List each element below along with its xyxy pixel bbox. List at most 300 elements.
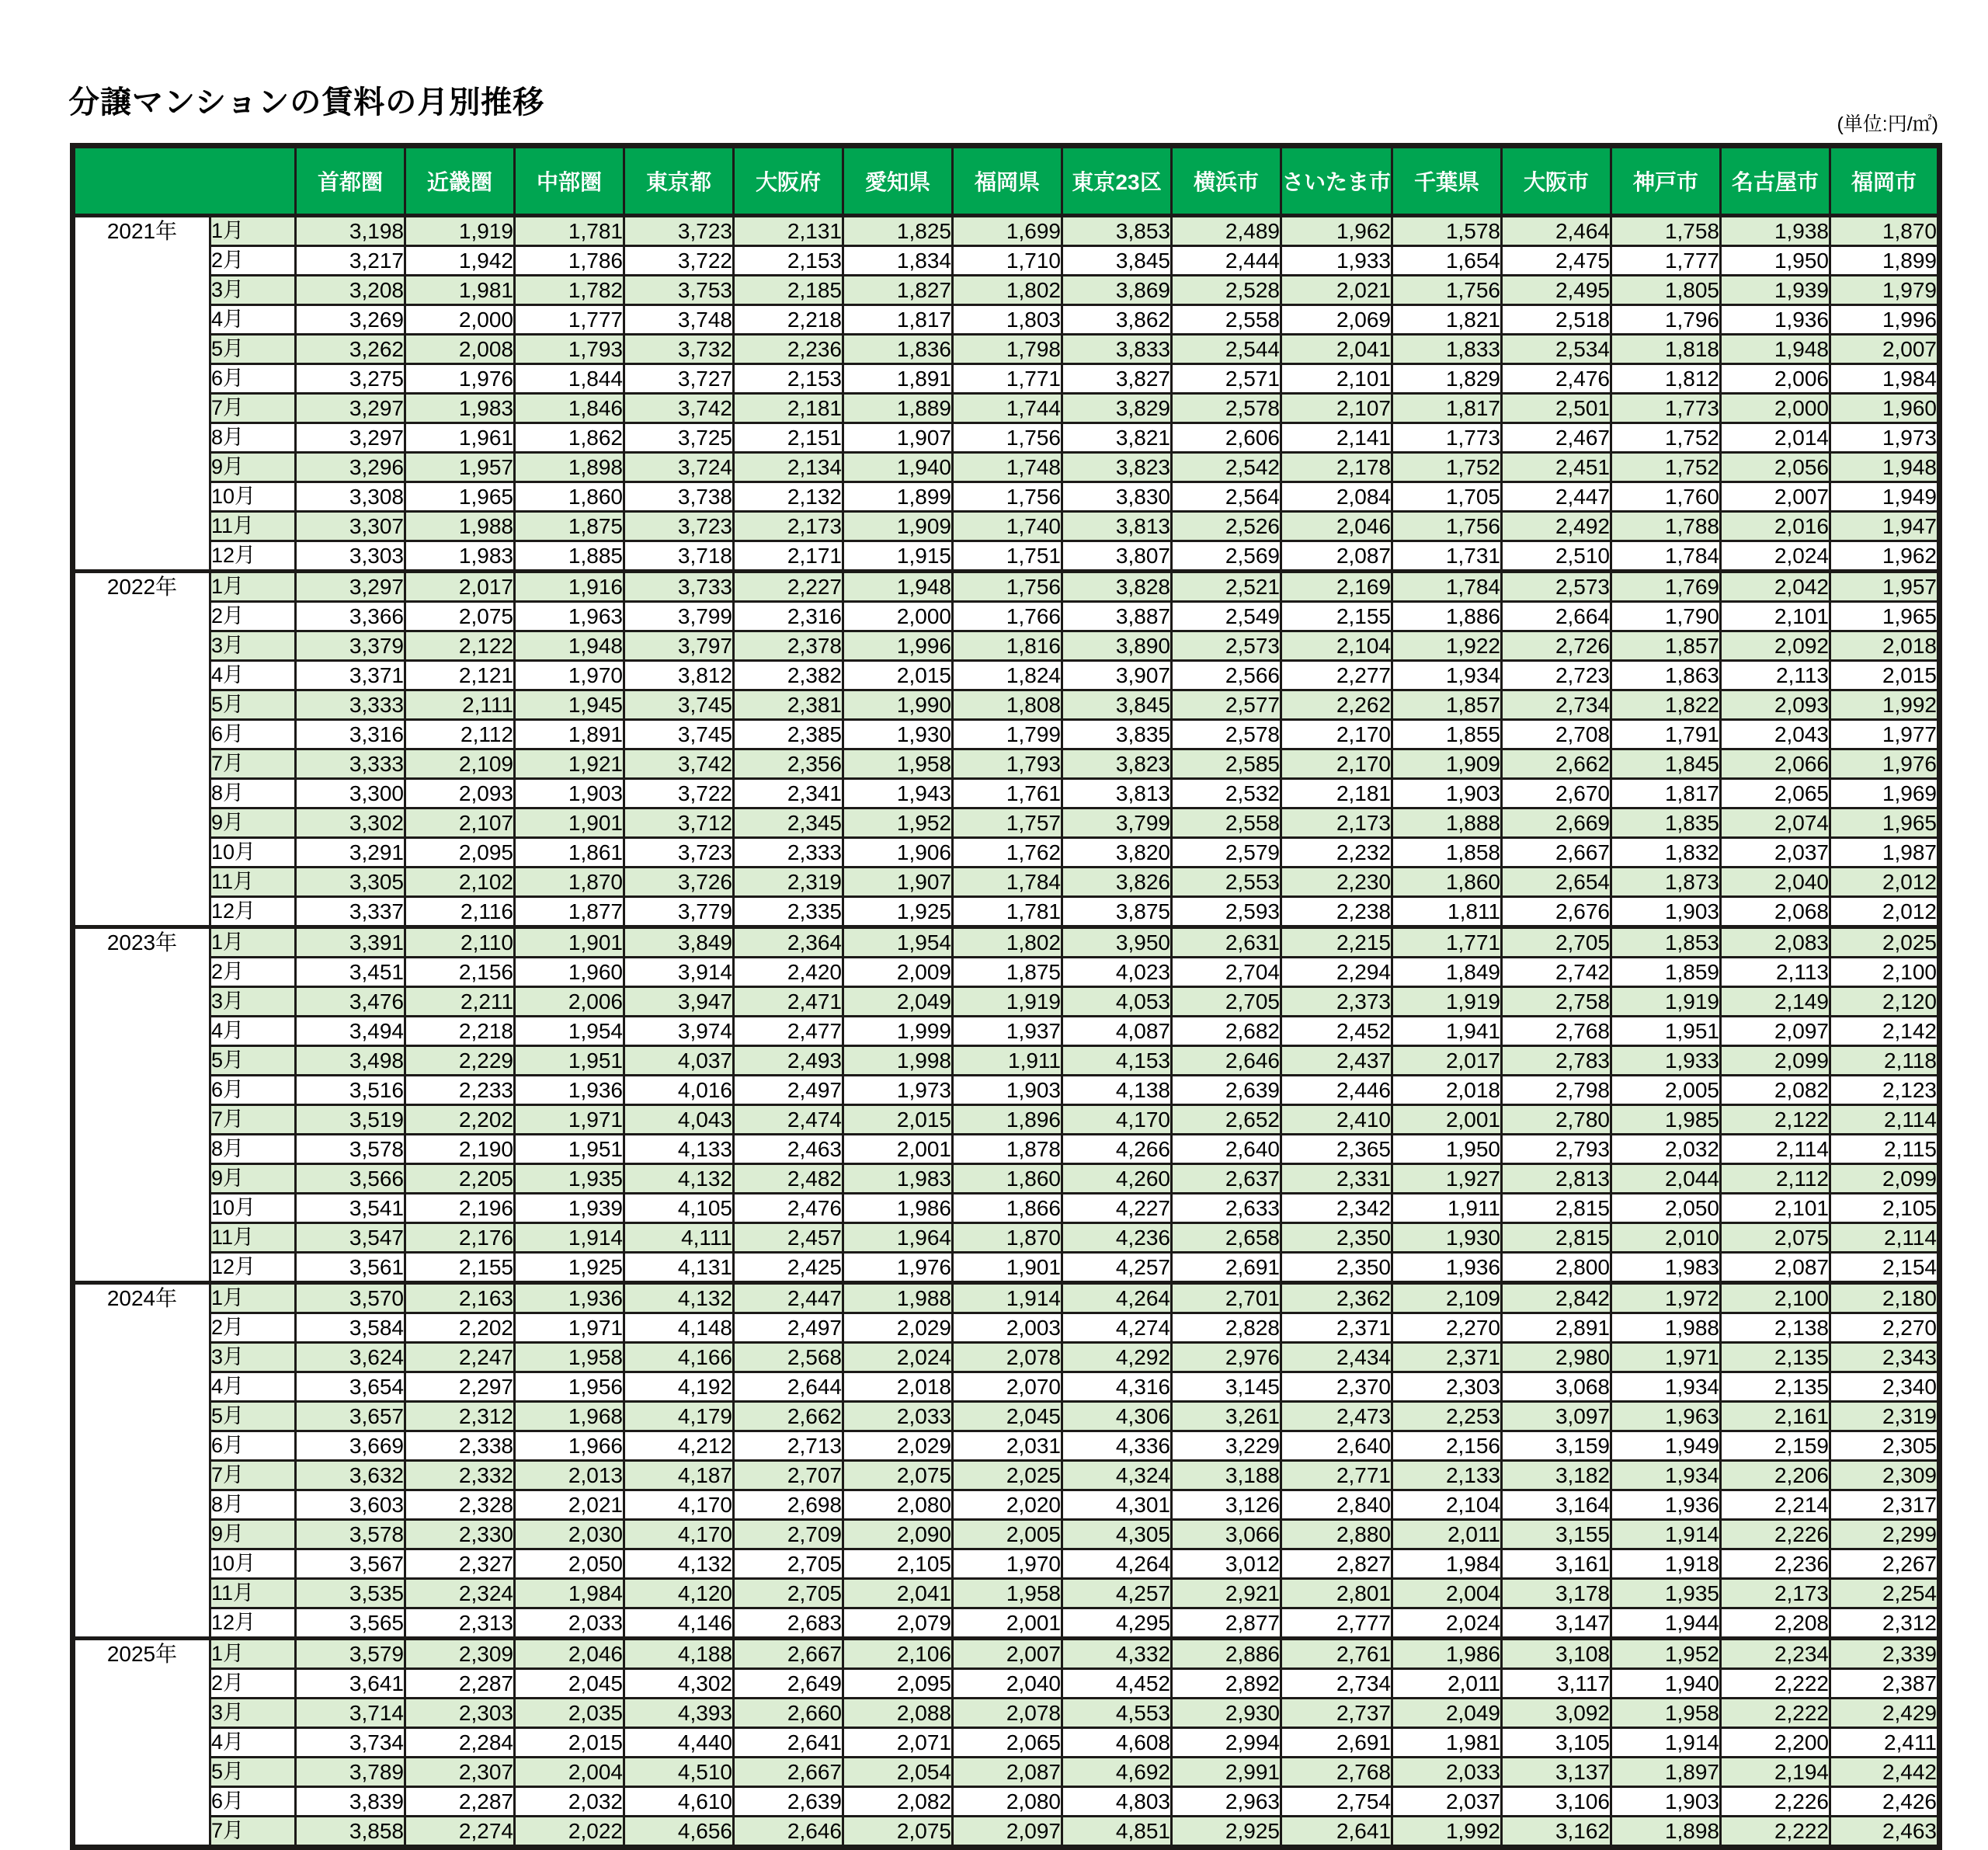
rent-value-cell: 2,654 bbox=[1502, 868, 1611, 897]
rent-value-cell: 2,683 bbox=[734, 1608, 843, 1639]
rent-value-cell: 3,745 bbox=[624, 720, 734, 749]
rent-value-cell: 2,324 bbox=[405, 1579, 515, 1608]
rent-value-cell: 2,075 bbox=[843, 1461, 953, 1490]
table-row bbox=[73, 987, 1940, 1017]
rent-value-cell: 2,024 bbox=[1721, 541, 1830, 572]
rent-value-cell: 3,302 bbox=[296, 809, 405, 838]
rent-value-cell: 2,106 bbox=[843, 1639, 953, 1669]
rent-value-cell: 1,954 bbox=[843, 927, 953, 958]
rent-value-cell: 2,492 bbox=[1502, 512, 1611, 541]
month-label: 1月 bbox=[210, 927, 296, 958]
rent-value-cell: 2,345 bbox=[734, 809, 843, 838]
rent-value-cell: 2,247 bbox=[405, 1343, 515, 1372]
rent-value-cell: 2,532 bbox=[1172, 779, 1281, 809]
rent-value-cell: 2,573 bbox=[1502, 572, 1611, 602]
rent-value-cell: 2,015 bbox=[843, 1105, 953, 1135]
rent-value-cell: 1,859 bbox=[1611, 958, 1721, 987]
rent-value-cell: 2,071 bbox=[843, 1728, 953, 1758]
rent-value-cell: 3,654 bbox=[296, 1372, 405, 1402]
month-label: 5月 bbox=[210, 1046, 296, 1076]
rent-value-cell: 1,952 bbox=[1611, 1639, 1721, 1669]
rent-value-cell: 1,756 bbox=[1392, 276, 1502, 305]
table-row bbox=[73, 216, 1940, 246]
rent-value-cell: 3,748 bbox=[624, 305, 734, 335]
rent-value-cell: 2,101 bbox=[1721, 1194, 1830, 1223]
rent-value-cell: 4,692 bbox=[1062, 1758, 1172, 1787]
rent-value-cell: 2,371 bbox=[1392, 1343, 1502, 1372]
rent-value-cell: 1,919 bbox=[1392, 987, 1502, 1017]
rent-value-cell: 4,016 bbox=[624, 1076, 734, 1105]
rent-value-cell: 2,087 bbox=[1721, 1253, 1830, 1283]
rent-value-cell: 2,420 bbox=[734, 958, 843, 987]
rent-value-cell: 3,188 bbox=[1172, 1461, 1281, 1490]
rent-value-cell: 3,869 bbox=[1062, 276, 1172, 305]
table-row bbox=[73, 364, 1940, 394]
rent-value-cell: 2,274 bbox=[405, 1817, 515, 1848]
rent-value-cell: 4,148 bbox=[624, 1313, 734, 1343]
rent-value-cell: 2,319 bbox=[734, 868, 843, 897]
rent-value-cell: 2,705 bbox=[1502, 927, 1611, 958]
rent-value-cell: 2,800 bbox=[1502, 1253, 1611, 1283]
rent-value-cell: 2,113 bbox=[1721, 661, 1830, 690]
rent-value-cell: 2,437 bbox=[1281, 1046, 1392, 1076]
rent-value-cell: 1,958 bbox=[515, 1343, 624, 1372]
table-row bbox=[73, 1608, 1940, 1639]
rent-value-cell: 1,914 bbox=[1611, 1728, 1721, 1758]
rent-value-cell: 2,294 bbox=[1281, 958, 1392, 987]
rent-value-cell: 1,960 bbox=[515, 958, 624, 987]
rent-value-cell: 1,933 bbox=[1611, 1046, 1721, 1076]
rent-value-cell: 4,266 bbox=[1062, 1135, 1172, 1164]
rent-value-cell: 3,712 bbox=[624, 809, 734, 838]
rent-value-cell: 2,327 bbox=[405, 1549, 515, 1579]
table-row bbox=[73, 1728, 1940, 1758]
month-label: 5月 bbox=[210, 690, 296, 720]
rent-value-cell: 1,860 bbox=[1392, 868, 1502, 897]
month-label: 3月 bbox=[210, 1343, 296, 1372]
rent-value-cell: 1,951 bbox=[515, 1046, 624, 1076]
rent-value-cell: 3,147 bbox=[1502, 1608, 1611, 1639]
rent-value-cell: 3,105 bbox=[1502, 1728, 1611, 1758]
rent-value-cell: 1,771 bbox=[953, 364, 1062, 394]
rent-value-cell: 3,890 bbox=[1062, 631, 1172, 661]
column-header: 神戸市 bbox=[1611, 146, 1721, 216]
rent-value-cell: 2,886 bbox=[1172, 1639, 1281, 1669]
rent-value-cell: 2,662 bbox=[734, 1402, 843, 1431]
rent-value-cell: 1,849 bbox=[1392, 958, 1502, 987]
rent-value-cell: 2,075 bbox=[1721, 1223, 1830, 1253]
rent-value-cell: 3,161 bbox=[1502, 1549, 1611, 1579]
rent-value-cell: 2,040 bbox=[1721, 868, 1830, 897]
rent-value-cell: 2,050 bbox=[515, 1549, 624, 1579]
rent-value-cell: 2,362 bbox=[1281, 1283, 1392, 1313]
rent-value-cell: 2,138 bbox=[1721, 1313, 1830, 1343]
rent-value-cell: 3,887 bbox=[1062, 602, 1172, 631]
rent-value-cell: 4,179 bbox=[624, 1402, 734, 1431]
rent-value-cell: 2,115 bbox=[1830, 1135, 1940, 1164]
rent-value-cell: 2,446 bbox=[1281, 1076, 1392, 1105]
rent-value-cell: 2,018 bbox=[843, 1372, 953, 1402]
rent-value-cell: 2,473 bbox=[1281, 1402, 1392, 1431]
rent-value-cell: 2,045 bbox=[515, 1669, 624, 1699]
rent-value-cell: 3,734 bbox=[296, 1728, 405, 1758]
rent-value-cell: 1,889 bbox=[843, 394, 953, 423]
rent-value-cell: 2,382 bbox=[734, 661, 843, 690]
rent-value-cell: 2,691 bbox=[1172, 1253, 1281, 1283]
rent-value-cell: 3,303 bbox=[296, 541, 405, 572]
rent-value-cell: 3,229 bbox=[1172, 1431, 1281, 1461]
rent-value-cell: 2,447 bbox=[734, 1283, 843, 1313]
rent-value-cell: 4,264 bbox=[1062, 1283, 1172, 1313]
rent-value-cell: 2,056 bbox=[1721, 453, 1830, 482]
rent-value-cell: 2,338 bbox=[405, 1431, 515, 1461]
rent-value-cell: 2,309 bbox=[405, 1639, 515, 1669]
rent-value-cell: 2,078 bbox=[953, 1699, 1062, 1728]
rent-value-cell: 2,135 bbox=[1721, 1343, 1830, 1372]
rent-value-cell: 1,833 bbox=[1392, 335, 1502, 364]
rent-value-cell: 2,350 bbox=[1281, 1223, 1392, 1253]
month-label: 1月 bbox=[210, 1639, 296, 1669]
rent-value-cell: 4,656 bbox=[624, 1817, 734, 1848]
rent-value-cell: 1,988 bbox=[1611, 1313, 1721, 1343]
rent-value-cell: 2,277 bbox=[1281, 661, 1392, 690]
table-row bbox=[73, 453, 1940, 482]
rent-value-cell: 4,510 bbox=[624, 1758, 734, 1787]
rent-value-cell: 2,087 bbox=[953, 1758, 1062, 1787]
rent-value-cell: 3,108 bbox=[1502, 1639, 1611, 1669]
rent-value-cell: 2,571 bbox=[1172, 364, 1281, 394]
month-label: 8月 bbox=[210, 423, 296, 453]
year-label: 2024年 bbox=[73, 1283, 210, 1639]
month-label: 5月 bbox=[210, 335, 296, 364]
rent-value-cell: 1,898 bbox=[1611, 1817, 1721, 1848]
rent-value-cell: 2,335 bbox=[734, 897, 843, 927]
rent-value-cell: 2,170 bbox=[1281, 720, 1392, 749]
rent-value-cell: 3,012 bbox=[1172, 1549, 1281, 1579]
month-label: 6月 bbox=[210, 1431, 296, 1461]
rent-value-cell: 2,373 bbox=[1281, 987, 1392, 1017]
rent-value-cell: 4,440 bbox=[624, 1728, 734, 1758]
rent-value-cell: 1,793 bbox=[515, 335, 624, 364]
rent-value-cell: 2,074 bbox=[1721, 809, 1830, 838]
rent-value-cell: 2,095 bbox=[843, 1669, 953, 1699]
rent-value-cell: 4,316 bbox=[1062, 1372, 1172, 1402]
rent-value-cell: 4,227 bbox=[1062, 1194, 1172, 1223]
rent-value-cell: 1,853 bbox=[1611, 927, 1721, 958]
rent-value-cell: 2,464 bbox=[1502, 216, 1611, 246]
rent-value-cell: 1,977 bbox=[1830, 720, 1940, 749]
rent-value-cell: 2,976 bbox=[1172, 1343, 1281, 1372]
rent-value-cell: 2,670 bbox=[1502, 779, 1611, 809]
rent-value-cell: 2,667 bbox=[1502, 838, 1611, 868]
rent-value-cell: 1,951 bbox=[515, 1135, 624, 1164]
rent-value-cell: 2,262 bbox=[1281, 690, 1392, 720]
rent-value-cell: 1,756 bbox=[953, 572, 1062, 602]
rent-value-cell: 1,940 bbox=[1611, 1669, 1721, 1699]
rent-value-cell: 1,951 bbox=[1611, 1017, 1721, 1046]
rent-value-cell: 1,948 bbox=[843, 572, 953, 602]
rent-value-cell: 2,006 bbox=[1721, 364, 1830, 394]
rent-value-cell: 2,208 bbox=[1721, 1608, 1830, 1639]
rent-value-cell: 2,211 bbox=[405, 987, 515, 1017]
rent-value-cell: 2,452 bbox=[1281, 1017, 1392, 1046]
rent-value-cell: 2,114 bbox=[1830, 1105, 1940, 1135]
rent-value-cell: 2,510 bbox=[1502, 541, 1611, 572]
rent-value-cell: 2,370 bbox=[1281, 1372, 1392, 1402]
rent-value-cell: 2,134 bbox=[734, 453, 843, 482]
table-row bbox=[73, 1699, 1940, 1728]
rent-value-cell: 2,214 bbox=[1721, 1490, 1830, 1520]
rent-value-cell: 2,287 bbox=[405, 1669, 515, 1699]
month-label: 7月 bbox=[210, 394, 296, 423]
rent-value-cell: 2,215 bbox=[1281, 927, 1392, 958]
month-label: 2月 bbox=[210, 602, 296, 631]
rent-value-cell: 3,578 bbox=[296, 1520, 405, 1549]
rent-value-cell: 2,161 bbox=[1721, 1402, 1830, 1431]
rent-value-cell: 2,227 bbox=[734, 572, 843, 602]
rent-value-cell: 3,333 bbox=[296, 749, 405, 779]
rent-value-cell: 2,569 bbox=[1172, 541, 1281, 572]
rent-value-cell: 2,232 bbox=[1281, 838, 1392, 868]
rent-value-cell: 3,828 bbox=[1062, 572, 1172, 602]
rent-value-cell: 1,949 bbox=[1611, 1431, 1721, 1461]
rent-value-cell: 2,007 bbox=[1830, 335, 1940, 364]
rent-value-cell: 2,963 bbox=[1172, 1787, 1281, 1817]
rent-value-cell: 3,722 bbox=[624, 779, 734, 809]
rent-value-cell: 2,014 bbox=[1721, 423, 1830, 453]
rent-value-cell: 2,121 bbox=[405, 661, 515, 690]
rent-value-cell: 2,122 bbox=[405, 631, 515, 661]
rent-value-cell: 2,155 bbox=[1281, 602, 1392, 631]
rent-value-cell: 1,766 bbox=[953, 602, 1062, 631]
month-label: 12月 bbox=[210, 1253, 296, 1283]
rent-value-cell: 2,151 bbox=[734, 423, 843, 453]
rent-value-cell: 1,925 bbox=[515, 1253, 624, 1283]
rent-value-cell: 3,779 bbox=[624, 897, 734, 927]
month-label: 7月 bbox=[210, 1461, 296, 1490]
rent-value-cell: 2,768 bbox=[1281, 1758, 1392, 1787]
rent-value-cell: 2,319 bbox=[1830, 1402, 1940, 1431]
rent-value-cell: 1,944 bbox=[1611, 1608, 1721, 1639]
rent-value-cell: 1,773 bbox=[1611, 394, 1721, 423]
table-row bbox=[73, 423, 1940, 453]
rent-value-cell: 2,921 bbox=[1172, 1579, 1281, 1608]
rent-value-cell: 2,029 bbox=[843, 1313, 953, 1343]
table-row bbox=[73, 1253, 1940, 1283]
rent-value-cell: 1,762 bbox=[953, 838, 1062, 868]
month-label: 11月 bbox=[210, 1223, 296, 1253]
column-header: 首都圏 bbox=[296, 146, 405, 216]
rent-value-cell: 3,813 bbox=[1062, 779, 1172, 809]
rent-value-cell: 3,145 bbox=[1172, 1372, 1281, 1402]
rent-value-cell: 2,477 bbox=[734, 1017, 843, 1046]
table-row bbox=[73, 1787, 1940, 1817]
rent-value-cell: 1,802 bbox=[953, 927, 1062, 958]
rent-value-cell: 2,476 bbox=[734, 1194, 843, 1223]
rent-value-cell: 2,662 bbox=[1502, 749, 1611, 779]
month-label: 10月 bbox=[210, 838, 296, 868]
rent-value-cell: 4,131 bbox=[624, 1253, 734, 1283]
rent-value-cell: 1,943 bbox=[843, 779, 953, 809]
rent-value-cell: 3,126 bbox=[1172, 1490, 1281, 1520]
rent-value-cell: 1,803 bbox=[953, 305, 1062, 335]
table-row bbox=[73, 1372, 1940, 1402]
column-header: 千葉県 bbox=[1392, 146, 1502, 216]
month-label: 1月 bbox=[210, 572, 296, 602]
column-header: 東京23区 bbox=[1062, 146, 1172, 216]
rent-value-cell: 3,723 bbox=[624, 512, 734, 541]
rent-value-cell: 2,004 bbox=[515, 1758, 624, 1787]
rent-value-cell: 1,979 bbox=[1830, 276, 1940, 305]
rent-value-cell: 4,553 bbox=[1062, 1699, 1172, 1728]
rent-value-cell: 4,332 bbox=[1062, 1639, 1172, 1669]
rent-value-cell: 4,170 bbox=[624, 1520, 734, 1549]
table-row bbox=[73, 1046, 1940, 1076]
rent-value-cell: 1,970 bbox=[515, 661, 624, 690]
rent-value-cell: 2,000 bbox=[405, 305, 515, 335]
rent-value-cell: 3,164 bbox=[1502, 1490, 1611, 1520]
rent-value-cell: 2,090 bbox=[843, 1520, 953, 1549]
rent-value-cell: 2,284 bbox=[405, 1728, 515, 1758]
rent-value-cell: 1,956 bbox=[515, 1372, 624, 1402]
rent-value-cell: 2,173 bbox=[734, 512, 843, 541]
rent-value-cell: 3,316 bbox=[296, 720, 405, 749]
rent-value-cell: 2,142 bbox=[1830, 1017, 1940, 1046]
table-row bbox=[73, 1431, 1940, 1461]
rent-value-cell: 2,447 bbox=[1502, 482, 1611, 512]
rent-value-cell: 2,069 bbox=[1281, 305, 1392, 335]
table-row bbox=[73, 661, 1940, 690]
rent-value-cell: 2,737 bbox=[1281, 1699, 1392, 1728]
rent-value-cell: 2,646 bbox=[734, 1817, 843, 1848]
rent-value-cell: 2,669 bbox=[1502, 809, 1611, 838]
rent-value-cell: 3,827 bbox=[1062, 364, 1172, 394]
rent-value-cell: 2,815 bbox=[1502, 1194, 1611, 1223]
rent-value-cell: 2,141 bbox=[1281, 423, 1392, 453]
rent-value-cell: 1,915 bbox=[843, 541, 953, 572]
rent-value-cell: 2,742 bbox=[1502, 958, 1611, 987]
rent-value-cell: 3,830 bbox=[1062, 482, 1172, 512]
rent-value-cell: 1,992 bbox=[1392, 1817, 1502, 1848]
rent-value-cell: 2,365 bbox=[1281, 1135, 1392, 1164]
rent-value-cell: 1,984 bbox=[1392, 1549, 1502, 1579]
rent-value-cell: 1,986 bbox=[1392, 1639, 1502, 1669]
rent-value-cell: 1,863 bbox=[1611, 661, 1721, 690]
rent-value-cell: 2,442 bbox=[1830, 1758, 1940, 1787]
rent-value-cell: 3,799 bbox=[624, 602, 734, 631]
rent-value-cell: 2,501 bbox=[1502, 394, 1611, 423]
rent-value-cell: 1,821 bbox=[1392, 305, 1502, 335]
rent-value-cell: 1,817 bbox=[843, 305, 953, 335]
rent-value-cell: 2,099 bbox=[1830, 1164, 1940, 1194]
rent-value-cell: 2,489 bbox=[1172, 216, 1281, 246]
rent-value-cell: 1,914 bbox=[953, 1283, 1062, 1313]
rent-value-cell: 2,341 bbox=[734, 779, 843, 809]
table-row bbox=[73, 1520, 1940, 1549]
rent-value-cell: 1,761 bbox=[953, 779, 1062, 809]
rent-value-cell: 1,899 bbox=[1830, 246, 1940, 276]
rent-value-cell: 2,707 bbox=[734, 1461, 843, 1490]
month-label: 5月 bbox=[210, 1402, 296, 1431]
rent-value-cell: 2,022 bbox=[515, 1817, 624, 1848]
rent-value-cell: 3,178 bbox=[1502, 1579, 1611, 1608]
rent-value-cell: 2,114 bbox=[1721, 1135, 1830, 1164]
rent-value-cell: 1,857 bbox=[1392, 690, 1502, 720]
rent-value-cell: 2,340 bbox=[1830, 1372, 1940, 1402]
rent-value-cell: 2,434 bbox=[1281, 1343, 1392, 1372]
rent-value-cell: 2,980 bbox=[1502, 1343, 1611, 1372]
rent-value-cell: 2,092 bbox=[1721, 631, 1830, 661]
rent-value-cell: 2,723 bbox=[1502, 661, 1611, 690]
rent-value-cell: 2,154 bbox=[1830, 1253, 1940, 1283]
table-row bbox=[73, 246, 1940, 276]
rent-value-cell: 1,877 bbox=[515, 897, 624, 927]
table-row bbox=[73, 749, 1940, 779]
rent-value-cell: 2,798 bbox=[1502, 1076, 1611, 1105]
column-header: 東京都 bbox=[624, 146, 734, 216]
rent-value-cell: 2,330 bbox=[405, 1520, 515, 1549]
rent-value-cell: 1,860 bbox=[515, 482, 624, 512]
rent-value-cell: 3,198 bbox=[296, 216, 405, 246]
rent-value-cell: 3,092 bbox=[1502, 1699, 1611, 1728]
rent-value-cell: 3,738 bbox=[624, 482, 734, 512]
rent-value-cell: 1,827 bbox=[843, 276, 953, 305]
table-row bbox=[73, 305, 1940, 335]
rent-value-cell: 1,857 bbox=[1611, 631, 1721, 661]
rent-value-cell: 2,534 bbox=[1502, 335, 1611, 364]
rent-value-cell: 2,024 bbox=[1392, 1608, 1502, 1639]
rent-value-cell: 2,194 bbox=[1721, 1758, 1830, 1787]
rent-value-cell: 2,708 bbox=[1502, 720, 1611, 749]
rent-value-cell: 1,969 bbox=[1830, 779, 1940, 809]
rent-value-cell: 4,105 bbox=[624, 1194, 734, 1223]
table-row bbox=[73, 1076, 1940, 1105]
rent-value-cell: 2,544 bbox=[1172, 335, 1281, 364]
rent-value-cell: 2,097 bbox=[953, 1817, 1062, 1848]
rent-value-cell: 2,350 bbox=[1281, 1253, 1392, 1283]
rent-value-cell: 3,823 bbox=[1062, 749, 1172, 779]
rent-value-cell: 3,714 bbox=[296, 1699, 405, 1728]
month-label: 9月 bbox=[210, 1164, 296, 1194]
column-header: 福岡県 bbox=[953, 146, 1062, 216]
rent-value-cell: 3,845 bbox=[1062, 690, 1172, 720]
rent-value-cell: 1,990 bbox=[843, 690, 953, 720]
table-row bbox=[73, 809, 1940, 838]
rent-value-cell: 1,970 bbox=[953, 1549, 1062, 1579]
rent-value-cell: 2,578 bbox=[1172, 720, 1281, 749]
rent-value-cell: 3,833 bbox=[1062, 335, 1172, 364]
rent-value-cell: 1,960 bbox=[1830, 394, 1940, 423]
rent-value-cell: 3,839 bbox=[296, 1787, 405, 1817]
rent-value-cell: 3,722 bbox=[624, 246, 734, 276]
rent-value-cell: 1,964 bbox=[843, 1223, 953, 1253]
rent-value-cell: 1,752 bbox=[1611, 423, 1721, 453]
rent-value-cell: 2,705 bbox=[734, 1579, 843, 1608]
rent-value-cell: 1,899 bbox=[843, 482, 953, 512]
table-row bbox=[73, 1223, 1940, 1253]
rent-value-cell: 1,911 bbox=[1392, 1194, 1502, 1223]
rent-value-cell: 2,343 bbox=[1830, 1343, 1940, 1372]
rent-value-cell: 1,919 bbox=[1611, 987, 1721, 1017]
rent-value-cell: 2,698 bbox=[734, 1490, 843, 1520]
table-body bbox=[73, 216, 1940, 1848]
rent-value-cell: 2,892 bbox=[1172, 1669, 1281, 1699]
rent-value-cell: 3,732 bbox=[624, 335, 734, 364]
rent-value-cell: 3,371 bbox=[296, 661, 405, 690]
rent-value-cell: 2,017 bbox=[1392, 1046, 1502, 1076]
rent-value-cell: 2,925 bbox=[1172, 1817, 1281, 1848]
rent-value-cell: 1,878 bbox=[953, 1135, 1062, 1164]
